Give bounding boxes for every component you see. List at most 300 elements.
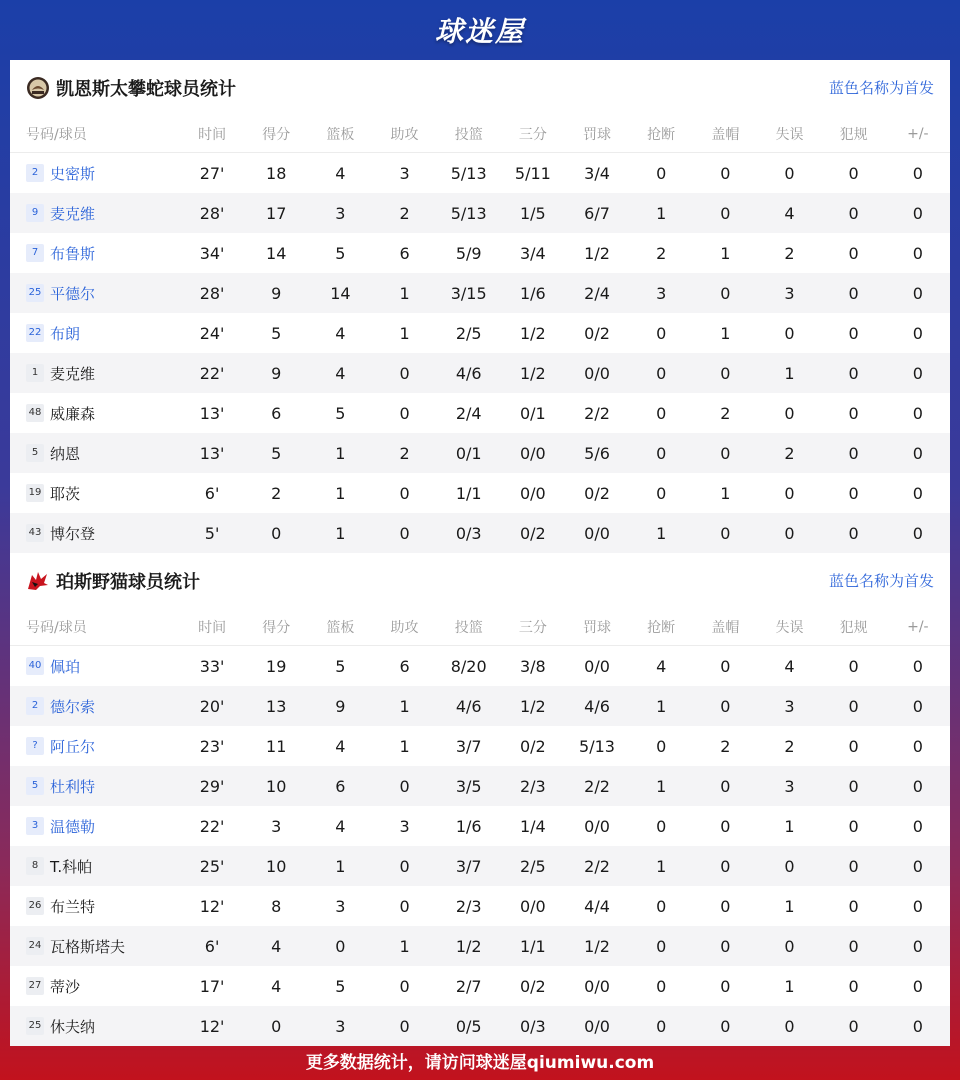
stat-cell: 0 — [656, 163, 667, 183]
stat-cell: 0 — [372, 513, 436, 553]
stat-cell: 0 — [886, 686, 950, 726]
stat-cell: 0 — [693, 846, 757, 886]
stat-cell: 0 — [244, 1006, 308, 1046]
table-row — [10, 313, 950, 353]
stat-cell: 0/0 — [584, 976, 610, 996]
jersey-number-badge: 5 — [26, 444, 44, 462]
stat-cell: 1/1 — [455, 483, 482, 503]
stat-cell: 5 — [335, 976, 346, 996]
player-cell — [10, 926, 180, 966]
stat-cell: 17 — [244, 193, 308, 233]
stat-cell: 4/6 — [565, 686, 629, 726]
stat-cell: 1 — [372, 926, 436, 966]
stat-cell: 0/0 — [565, 353, 629, 393]
column-header: 失误 — [757, 608, 821, 646]
stat-cell: 9 — [244, 353, 308, 393]
stat-cell: 3/4 — [519, 243, 546, 263]
table-row — [10, 766, 950, 806]
stat-cell: 0 — [886, 433, 950, 473]
player-name: 史密斯 — [50, 164, 96, 183]
footer-banner — [0, 1040, 960, 1080]
column-header: 失误 — [757, 115, 821, 153]
stat-cell: 0 — [912, 163, 923, 183]
stat-cell: 0 — [757, 1006, 821, 1046]
stat-cell: 0 — [784, 323, 795, 343]
stat-cell: 1 — [399, 736, 410, 756]
player-cell — [10, 273, 180, 313]
player-cell — [10, 966, 180, 1006]
player-name: 佩珀 — [50, 657, 81, 676]
column-header: 三分 — [501, 115, 565, 153]
stat-cell: 0 — [720, 656, 731, 676]
stat-cell: 2 — [720, 403, 731, 423]
stat-cell: 1 — [335, 483, 346, 503]
stat-cell: 0 — [848, 736, 859, 756]
table-row — [10, 686, 950, 726]
stat-cell: 0 — [629, 433, 693, 473]
stat-cell: 5/13 — [450, 163, 487, 183]
player-name: 杜利特 — [50, 777, 96, 796]
player-name: 阿丘尔 — [50, 737, 96, 756]
stat-cell: 0 — [693, 273, 757, 313]
stat-cell: 5 — [335, 403, 346, 423]
stat-cell: 0 — [720, 816, 731, 836]
stat-cell: 0 — [693, 926, 757, 966]
player-name: 威廉森 — [50, 404, 96, 423]
stat-cell: 0/2 — [584, 483, 610, 503]
column-header: 号码/球员 — [10, 115, 180, 153]
stat-cell: 0 — [912, 403, 923, 423]
stat-cell: 5 — [271, 323, 282, 343]
stat-cell: 1 — [629, 846, 693, 886]
stat-cell: 13 — [244, 686, 308, 726]
player-cell — [10, 886, 180, 926]
jersey-number-badge: 2 — [26, 697, 44, 715]
player-name: 德尔索 — [50, 697, 96, 716]
stat-cell: 2/2 — [565, 846, 629, 886]
stat-cell: 0 — [308, 926, 372, 966]
stat-cell: 3 — [308, 1006, 372, 1046]
section-header — [10, 60, 950, 115]
stat-cell: 0 — [912, 483, 923, 503]
player-cell — [10, 193, 180, 233]
stat-cell: 0 — [886, 273, 950, 313]
stat-cell: 3 — [757, 273, 821, 313]
stat-cell: 2/2 — [565, 766, 629, 806]
stat-cell: 4 — [757, 193, 821, 233]
stat-cell: 4 — [244, 926, 308, 966]
stat-cell: 0 — [822, 273, 886, 313]
stat-cell: 0/2 — [501, 513, 565, 553]
stat-cell: 2/2 — [584, 403, 610, 423]
stat-cell: 0 — [693, 1006, 757, 1046]
stat-cell: 1/6 — [455, 816, 482, 836]
column-header: 助攻 — [372, 115, 436, 153]
stat-cell: 6' — [204, 483, 220, 503]
stat-cell: 29' — [180, 766, 244, 806]
stat-cell: 5 — [335, 243, 346, 263]
stat-cell: 24' — [199, 323, 225, 343]
stat-cell: 0 — [912, 816, 923, 836]
stat-cell: 0/0 — [584, 816, 610, 836]
stat-cell: 0 — [757, 513, 821, 553]
stat-cell: 0 — [822, 766, 886, 806]
stat-cell: 0 — [848, 403, 859, 423]
team-title: 凯恩斯太攀蛇球员统计 — [56, 78, 236, 100]
stat-cell: 0 — [886, 846, 950, 886]
stat-cell: 6/7 — [565, 193, 629, 233]
stat-cell: 0 — [656, 403, 667, 423]
player-name: 温德勒 — [50, 817, 96, 836]
jersey-number-badge: 22 — [26, 324, 44, 342]
stat-cell: 14 — [308, 273, 372, 313]
player-name: 平德尔 — [50, 284, 96, 303]
stat-cell: 1 — [784, 976, 795, 996]
player-cell — [10, 806, 180, 846]
stat-cell: 4/6 — [437, 353, 501, 393]
stat-cell: 0 — [822, 193, 886, 233]
stat-cell: 20' — [180, 686, 244, 726]
table-row — [10, 513, 950, 553]
stat-cell: 0 — [784, 483, 795, 503]
starter-legend: 蓝色名称为首发 — [828, 79, 934, 97]
stat-cell: 0 — [848, 656, 859, 676]
column-header: 号码/球员 — [10, 608, 180, 646]
player-name: 瓦格斯塔夫 — [50, 937, 126, 956]
jersey-number-badge: 2 — [26, 164, 44, 182]
stat-cell: 0 — [912, 736, 923, 756]
table-row — [10, 726, 950, 766]
stat-cell: 0/0 — [584, 656, 610, 676]
stat-cell: 0 — [848, 816, 859, 836]
stat-cell: 1/2 — [501, 353, 565, 393]
jersey-number-badge: 8 — [26, 857, 44, 875]
stat-cell: 1/6 — [501, 273, 565, 313]
column-header: 篮板 — [308, 608, 372, 646]
stat-cell: 2 — [271, 483, 282, 503]
stat-cell: 2 — [757, 433, 821, 473]
stat-cell: 1 — [757, 353, 821, 393]
stat-cell: 11 — [266, 736, 287, 756]
player-name: 布兰特 — [50, 897, 96, 916]
stat-cell: 0 — [822, 513, 886, 553]
column-header: 投篮 — [437, 608, 501, 646]
column-header: 时间 — [180, 608, 244, 646]
stat-cell: 0 — [629, 926, 693, 966]
player-name: 博尔登 — [50, 524, 96, 543]
stat-cell: 2/3 — [501, 766, 565, 806]
stat-cell: 0 — [693, 433, 757, 473]
stat-cell: 1 — [308, 846, 372, 886]
stat-cell: 5 — [244, 433, 308, 473]
stats-card — [10, 60, 950, 1040]
stat-cell: 22' — [199, 816, 225, 836]
stat-cell: 0 — [912, 323, 923, 343]
stat-cell: 0 — [720, 976, 731, 996]
stat-cell: 3 — [308, 193, 372, 233]
stat-cell: 0 — [912, 656, 923, 676]
stat-cell: 2 — [372, 433, 436, 473]
stat-cell: 6' — [180, 926, 244, 966]
stat-cell: 17' — [199, 976, 225, 996]
jersey-number-badge: 19 — [26, 484, 44, 502]
site-logo: 球迷屋 — [434, 15, 525, 48]
stat-cell: 1/2 — [584, 243, 610, 263]
column-header: +/- — [886, 115, 950, 153]
stat-cell: 3 — [399, 816, 410, 836]
jersey-number-badge: 48 — [26, 404, 44, 422]
stat-cell: 0 — [693, 513, 757, 553]
column-header: 投篮 — [437, 115, 501, 153]
player-cell — [10, 513, 180, 553]
taipans-logo-icon — [26, 76, 50, 100]
player-cell — [10, 153, 180, 194]
table-row — [10, 393, 950, 433]
stat-cell: 0/0 — [519, 896, 546, 916]
stat-cell: 4 — [335, 323, 346, 343]
jersey-number-badge: 43 — [26, 524, 44, 542]
stat-cell: 22' — [180, 353, 244, 393]
stat-cell: 0 — [886, 193, 950, 233]
stat-cell: 0 — [656, 976, 667, 996]
stat-cell: 1 — [372, 686, 436, 726]
jersey-number-badge: 40 — [26, 657, 44, 675]
stat-cell: 0 — [757, 926, 821, 966]
stat-cell: 3/15 — [437, 273, 501, 313]
stat-cell: 3 — [335, 896, 346, 916]
stat-cell: 18 — [266, 163, 287, 183]
stat-cell: 0/1 — [519, 403, 546, 423]
stat-cell: 0 — [784, 163, 795, 183]
stat-cell: 5/13 — [579, 736, 615, 756]
stat-cell: 3 — [399, 163, 410, 183]
stat-cell: 0 — [912, 896, 923, 916]
stat-cell: 3 — [629, 273, 693, 313]
top-banner — [0, 0, 960, 60]
jersey-number-badge: 26 — [26, 897, 44, 915]
column-header: 得分 — [244, 608, 308, 646]
stat-cell: 5/6 — [565, 433, 629, 473]
column-header: 犯规 — [822, 608, 886, 646]
player-name: T.科帕 — [50, 857, 93, 876]
stat-cell: 0 — [848, 163, 859, 183]
player-name: 布朗 — [50, 324, 81, 343]
stat-cell: 3/8 — [519, 656, 546, 676]
stat-cell: 1/5 — [501, 193, 565, 233]
stat-cell: 0 — [720, 163, 731, 183]
stat-cell: 0 — [757, 846, 821, 886]
column-header: 盖帽 — [693, 608, 757, 646]
table-row — [10, 273, 950, 313]
stat-cell: 0/0 — [565, 1006, 629, 1046]
stat-cell: 4 — [271, 976, 282, 996]
stat-cell: 0 — [784, 403, 795, 423]
column-header: 犯规 — [822, 115, 886, 153]
stat-cell: 28' — [180, 273, 244, 313]
stat-cell: 9 — [244, 273, 308, 313]
stat-cell: 10 — [244, 846, 308, 886]
stat-cell: 27' — [199, 163, 225, 183]
stat-cell: 0 — [912, 976, 923, 996]
stat-cell: 0 — [693, 766, 757, 806]
stat-cell: 0 — [399, 976, 410, 996]
stat-cell: 0 — [693, 353, 757, 393]
stat-cell: 4 — [335, 163, 346, 183]
stat-cell: 0/2 — [584, 323, 610, 343]
stat-cell: 3/5 — [437, 766, 501, 806]
jersey-number-badge: 5 — [26, 777, 44, 795]
stat-cell: 1 — [784, 896, 795, 916]
team-section-1 — [10, 553, 950, 1046]
player-cell — [10, 313, 180, 353]
player-name: 麦克维 — [50, 204, 96, 223]
stat-cell: 1 — [308, 433, 372, 473]
stat-cell: 0/3 — [501, 1006, 565, 1046]
stat-cell: 14 — [266, 243, 287, 263]
column-header: 抢断 — [629, 608, 693, 646]
stat-cell: 0 — [656, 816, 667, 836]
stat-cell: 3/4 — [584, 163, 610, 183]
stat-cell: 0/2 — [519, 976, 546, 996]
player-cell — [10, 646, 180, 687]
jersey-number-badge: 27 — [26, 977, 44, 995]
stat-cell: 0/3 — [437, 513, 501, 553]
player-cell — [10, 686, 180, 726]
player-name: 休夫纳 — [50, 1017, 96, 1036]
stat-cell: 6 — [399, 656, 410, 676]
stat-cell: 28' — [180, 193, 244, 233]
column-header: +/- — [886, 608, 950, 646]
stat-cell: 2/3 — [455, 896, 482, 916]
player-stats-table — [10, 115, 950, 553]
stat-cell: 1/2 — [565, 926, 629, 966]
stat-cell: 1 — [629, 686, 693, 726]
player-name: 麦克维 — [50, 364, 96, 383]
stat-cell: 0 — [822, 926, 886, 966]
stat-cell: 4/4 — [584, 896, 610, 916]
team-title: 珀斯野猫球员统计 — [56, 571, 200, 593]
stat-cell: 0 — [848, 896, 859, 916]
stat-cell: 0 — [629, 1006, 693, 1046]
stat-cell: 0 — [399, 483, 410, 503]
stat-cell: 0 — [244, 513, 308, 553]
stat-cell: 6 — [271, 403, 282, 423]
team-section-0 — [10, 60, 950, 553]
stat-cell: 1 — [399, 323, 410, 343]
player-stats-table — [10, 608, 950, 1046]
player-cell — [10, 393, 180, 433]
player-cell — [10, 353, 180, 393]
stat-cell: 2/5 — [455, 323, 482, 343]
stat-cell: 5/9 — [455, 243, 482, 263]
stat-cell: 2/4 — [565, 273, 629, 313]
table-row — [10, 846, 950, 886]
stat-cell: 0 — [720, 896, 731, 916]
table-row — [10, 233, 950, 273]
stat-cell: 0/2 — [519, 736, 546, 756]
stat-cell: 2 — [656, 243, 667, 263]
player-name: 布鲁斯 — [50, 244, 96, 263]
stat-cell: 0 — [822, 1006, 886, 1046]
stat-cell: 1/2 — [519, 323, 546, 343]
table-header-row — [10, 115, 950, 153]
wildcats-logo-icon — [26, 569, 50, 593]
player-name: 纳恩 — [50, 444, 81, 463]
jersey-number-badge: 7 — [26, 244, 44, 262]
column-header: 罚球 — [565, 608, 629, 646]
stat-cell: 5 — [335, 656, 346, 676]
stat-cell: 0 — [372, 846, 436, 886]
player-cell — [10, 473, 180, 513]
stat-cell: 8 — [271, 896, 282, 916]
player-name: 蒂沙 — [50, 977, 81, 996]
stat-cell: 1 — [720, 323, 731, 343]
stat-cell: 3 — [757, 766, 821, 806]
stat-cell: 12' — [199, 896, 225, 916]
column-header: 助攻 — [372, 608, 436, 646]
stat-cell: 0/0 — [501, 433, 565, 473]
player-cell — [10, 766, 180, 806]
table-row — [10, 153, 950, 194]
stat-cell: 0 — [886, 766, 950, 806]
stat-cell: 0 — [693, 193, 757, 233]
stat-cell: 3 — [757, 686, 821, 726]
stat-cell: 0/0 — [565, 513, 629, 553]
stat-cell: 0 — [848, 243, 859, 263]
stat-cell: 2 — [784, 736, 795, 756]
player-name: 耶茨 — [50, 484, 81, 503]
stat-cell: 4 — [656, 656, 667, 676]
stat-cell: 5/11 — [514, 163, 551, 183]
jersey-number-badge: 1 — [26, 364, 44, 382]
stat-cell: 34' — [199, 243, 225, 263]
table-row — [10, 433, 950, 473]
stat-cell: 0 — [822, 686, 886, 726]
stat-cell: 0 — [848, 323, 859, 343]
stat-cell: 2 — [372, 193, 436, 233]
jersey-number-badge: ? — [26, 737, 44, 755]
column-header: 时间 — [180, 115, 244, 153]
stat-cell: 4 — [335, 736, 346, 756]
stat-cell: 0 — [656, 896, 667, 916]
stat-cell: 1 — [308, 513, 372, 553]
jersey-number-badge: 25 — [26, 1017, 44, 1035]
stat-cell: 0 — [886, 1006, 950, 1046]
player-cell — [10, 726, 180, 766]
stat-cell: 19 — [266, 656, 287, 676]
stat-cell: 0 — [822, 353, 886, 393]
stat-cell: 1/4 — [519, 816, 546, 836]
stat-cell: 0 — [656, 736, 667, 756]
player-cell — [10, 433, 180, 473]
stat-cell: 1 — [784, 816, 795, 836]
jersey-number-badge: 25 — [26, 284, 44, 302]
stat-cell: 0 — [912, 243, 923, 263]
stat-cell: 6 — [308, 766, 372, 806]
table-row — [10, 646, 950, 687]
stat-cell: 1/2 — [501, 686, 565, 726]
stat-cell: 0 — [372, 1006, 436, 1046]
stat-cell: 13' — [199, 403, 225, 423]
stat-cell: 13' — [180, 433, 244, 473]
stat-cell: 5' — [180, 513, 244, 553]
column-header: 抢断 — [629, 115, 693, 153]
stat-cell: 0 — [848, 976, 859, 996]
stat-cell: 1 — [629, 766, 693, 806]
jersey-number-badge: 9 — [26, 204, 44, 222]
jersey-number-badge: 24 — [26, 937, 44, 955]
stat-cell: 2/7 — [455, 976, 482, 996]
